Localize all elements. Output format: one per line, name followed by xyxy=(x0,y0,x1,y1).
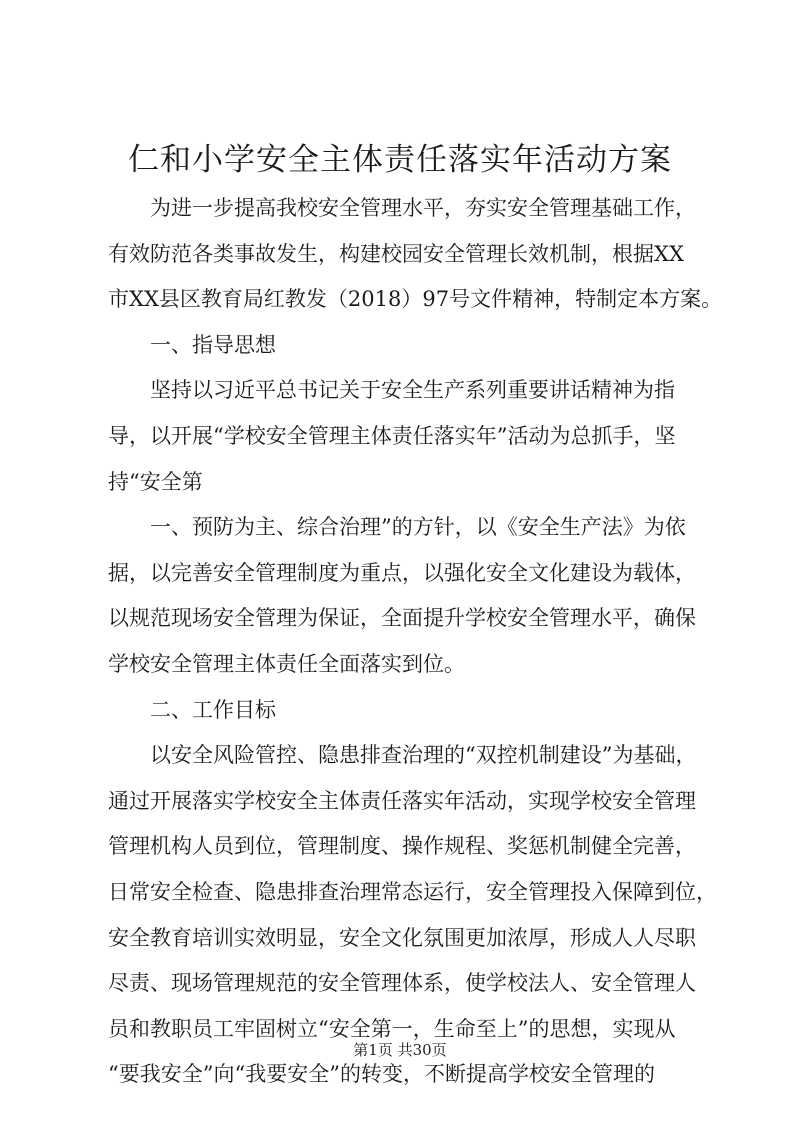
paragraph-line: 坚持以习近平总书记关于安全生产系列重要讲话精神为指 xyxy=(150,378,675,403)
document-body xyxy=(108,186,723,1098)
paragraph-line: 持“安全第 xyxy=(108,469,203,494)
paragraph-line: 以规范现场安全管理为保证，全面提升学校安全管理水平，确保 xyxy=(108,606,696,631)
paragraph-line: 为进一步提高我校安全管理水平，夯实安全管理基础工作， xyxy=(150,196,696,220)
paragraph-line: 员和教职员工牢固树立“安全第一，生命至上”的思想，实现从 xyxy=(108,1016,676,1041)
paragraph-line: 以安全风险管控、隐患排查治理的“双控机制建设”为基础， xyxy=(150,743,697,768)
paragraph-line: 安全教育培训实效明显，安全文化氛围更加浓厚，形成人人尽职 xyxy=(108,925,696,950)
paragraph-line: 尽责、现场管理规范的安全管理体系，使学校法人、安全管理人 xyxy=(108,971,696,996)
paragraph-line: 通过开展落实学校安全主体责任落实年活动，实现学校安全管理 xyxy=(108,788,696,813)
paragraph-line: 据，以完善安全管理制度为重点，以强化安全文化建设为载体， xyxy=(108,560,696,585)
section-heading: 一、指导思想 xyxy=(150,332,276,357)
paragraph-line: “要我安全”向“我要安全”的转变，不断提高学校安全管理的 xyxy=(108,1062,655,1087)
paragraph-line: 日常安全检查、隐患排查治理常态运行，安全管理投入保障到位， xyxy=(108,879,717,904)
paragraph-line: 管理机构人员到位，管理制度、操作规程、奖惩机制健全完善， xyxy=(108,834,696,859)
page-number-footer: 第1页 共30页 xyxy=(353,1041,447,1059)
document-title: 仁和小学安全主体责任落实年活动方案 xyxy=(128,142,672,178)
paragraph-line: 市XX县区教育局红教发（2018）97号文件精神，特制定本方案。 xyxy=(108,287,723,312)
paragraph-line: 导，以开展“学校安全管理主体责任落实年”活动为总抓手，坚 xyxy=(108,423,676,448)
paragraph-line: 学校安全管理主体责任全面落实到位。 xyxy=(108,651,465,676)
paragraph-line: 一、预防为主、综合治理”的方针，以《安全生产法》为依 xyxy=(150,515,686,540)
section-heading: 二、工作目标 xyxy=(150,697,276,722)
paragraph-line: 有效防范各类事故发生，构建校园安全管理长效机制，根据XX xyxy=(108,241,684,266)
